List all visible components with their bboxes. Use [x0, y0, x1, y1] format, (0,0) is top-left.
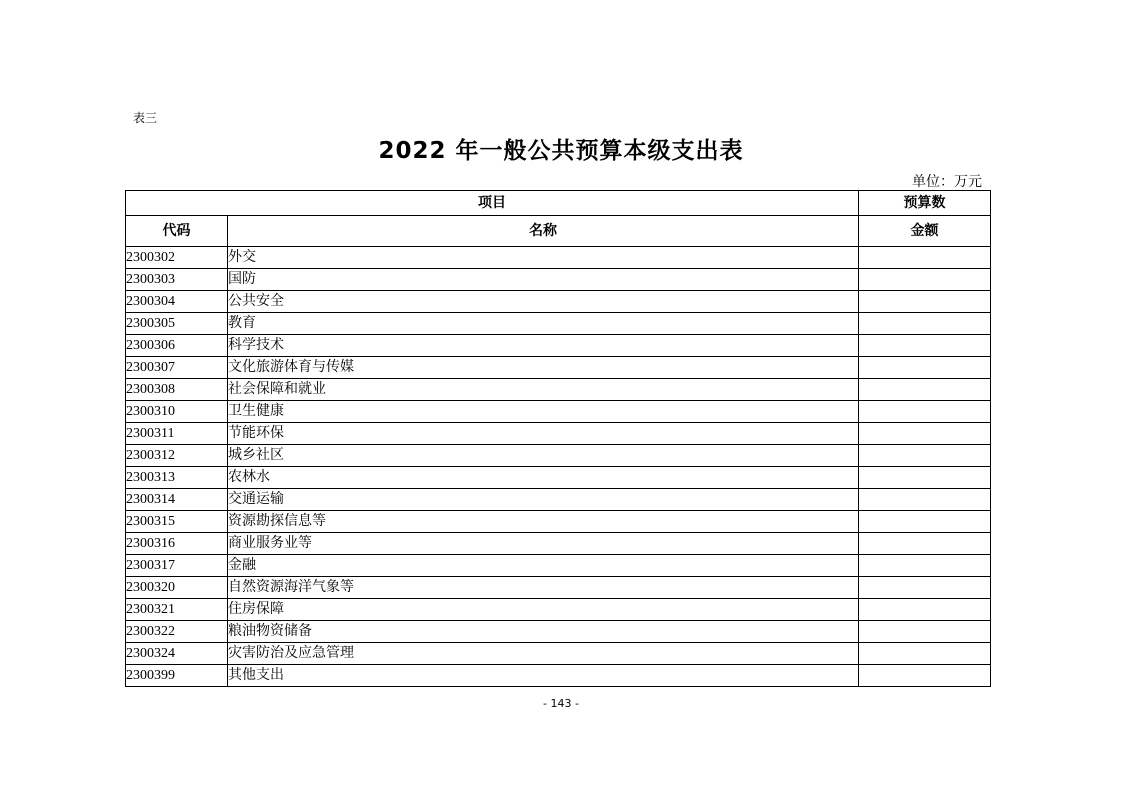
row-name: 交通运输: [228, 489, 859, 511]
table-row: [126, 247, 991, 269]
row-name: 自然资源海洋气象等: [228, 577, 859, 599]
row-name: 资源勘探信息等: [228, 511, 859, 533]
row-name: 外交: [228, 247, 859, 269]
row-amount: [859, 467, 991, 489]
table-label: 表三: [133, 111, 158, 125]
header-row-1: [126, 191, 991, 216]
row-amount: [859, 291, 991, 313]
table-row: [126, 335, 991, 357]
row-code: 2300305: [126, 313, 228, 335]
row-name: 节能环保: [228, 423, 859, 445]
row-amount: [859, 379, 991, 401]
table-row: [126, 379, 991, 401]
row-amount: [859, 621, 991, 643]
row-amount: [859, 247, 991, 269]
row-amount: [859, 401, 991, 423]
table-row: [126, 511, 991, 533]
row-amount: [859, 357, 991, 379]
row-amount: [859, 423, 991, 445]
row-name: 粮油物资储备: [228, 621, 859, 643]
table-row: [126, 577, 991, 599]
header-name: 名称: [228, 216, 859, 247]
table-row: [126, 643, 991, 665]
row-name: 公共安全: [228, 291, 859, 313]
row-code: 2300322: [126, 621, 228, 643]
row-code: 2300313: [126, 467, 228, 489]
row-code: 2300315: [126, 511, 228, 533]
header-row-2: [126, 216, 991, 247]
table-row: [126, 401, 991, 423]
row-code: 2300320: [126, 577, 228, 599]
row-code: 2300317: [126, 555, 228, 577]
row-amount: [859, 555, 991, 577]
table-row: [126, 555, 991, 577]
unit-label: 单位：万元: [912, 174, 982, 190]
table-row: [126, 621, 991, 643]
row-name: 金融: [228, 555, 859, 577]
row-name: 国防: [228, 269, 859, 291]
table-row: [126, 357, 991, 379]
row-name: 文化旅游体育与传媒: [228, 357, 859, 379]
row-amount: [859, 335, 991, 357]
table-row: [126, 313, 991, 335]
row-amount: [859, 313, 991, 335]
row-name: 教育: [228, 313, 859, 335]
page-number: - 143 -: [543, 697, 579, 710]
table-row: [126, 467, 991, 489]
row-amount: [859, 665, 991, 687]
row-amount: [859, 445, 991, 467]
row-code: 2300312: [126, 445, 228, 467]
header-budget: 预算数: [859, 191, 991, 216]
table-row: [126, 599, 991, 621]
row-code: 2300311: [126, 423, 228, 445]
row-amount: [859, 533, 991, 555]
row-code: 2300302: [126, 247, 228, 269]
table-row: [126, 291, 991, 313]
row-name: 其他支出: [228, 665, 859, 687]
row-code: 2300306: [126, 335, 228, 357]
row-name: 住房保障: [228, 599, 859, 621]
row-code: 2300304: [126, 291, 228, 313]
row-code: 2300321: [126, 599, 228, 621]
row-code: 2300310: [126, 401, 228, 423]
budget-table: [125, 190, 991, 687]
header-code: 代码: [126, 216, 228, 247]
table-row: [126, 269, 991, 291]
header-amount: 金额: [859, 216, 991, 247]
row-code: 2300399: [126, 665, 228, 687]
table-row: [126, 489, 991, 511]
row-amount: [859, 577, 991, 599]
row-code: 2300316: [126, 533, 228, 555]
row-code: 2300314: [126, 489, 228, 511]
row-amount: [859, 599, 991, 621]
row-code: 2300307: [126, 357, 228, 379]
row-name: 灾害防治及应急管理: [228, 643, 859, 665]
row-name: 商业服务业等: [228, 533, 859, 555]
row-code: 2300308: [126, 379, 228, 401]
row-code: 2300324: [126, 643, 228, 665]
row-name: 社会保障和就业: [228, 379, 859, 401]
row-name: 卫生健康: [228, 401, 859, 423]
page-title: 2022 年一般公共预算本级支出表: [378, 138, 744, 164]
row-code: 2300303: [126, 269, 228, 291]
table-row: [126, 423, 991, 445]
table-row: [126, 445, 991, 467]
row-amount: [859, 511, 991, 533]
row-name: 科学技术: [228, 335, 859, 357]
table-body: [126, 247, 991, 687]
row-amount: [859, 643, 991, 665]
row-name: 农林水: [228, 467, 859, 489]
row-name: 城乡社区: [228, 445, 859, 467]
row-amount: [859, 269, 991, 291]
header-project: 项目: [126, 191, 859, 216]
row-amount: [859, 489, 991, 511]
table-row: [126, 665, 991, 687]
table-row: [126, 533, 991, 555]
